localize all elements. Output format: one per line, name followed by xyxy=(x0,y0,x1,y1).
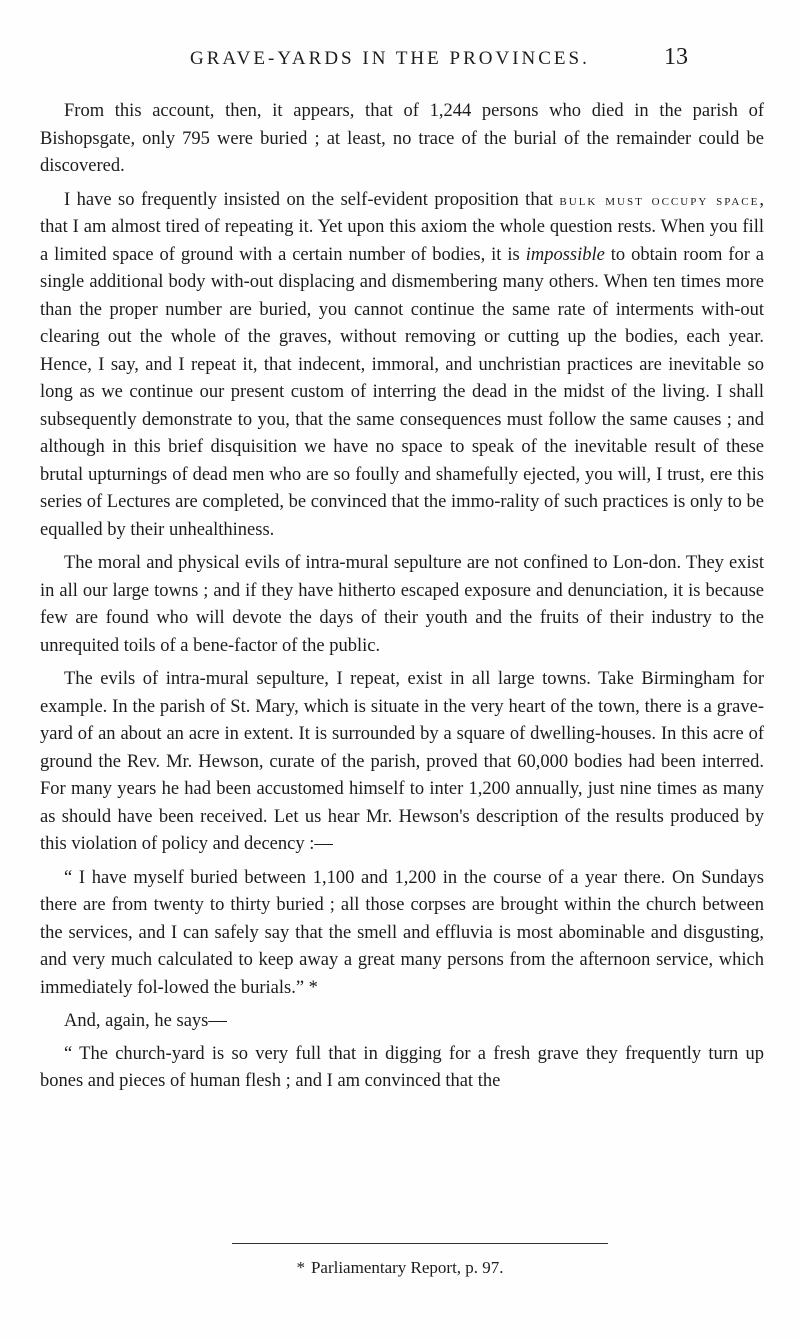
footnote-rule xyxy=(232,1243,608,1244)
page-number: 13 xyxy=(664,44,688,70)
paragraph-4: The evils of intra-mural sepulture, I repeat, exist in all large towns. Take Birmingham for example. In the parish of St. Mary, which is situate in the very heart of the town, there is a grave-yard of an about an acre in extent. It is surrounded by a square of dwelling-houses. In this acre of ground the Rev. Mr. Hewson, curate of the parish, proved that 60,000 bodies had been interred. For many years he had been accustomed himself to inter 1,200 annually, just nine times as many as should have been received. Let us hear Mr. Hewson's description of the results produced by this violation of policy and decency :— xyxy=(40,669,764,854)
paragraph-2 xyxy=(40,187,764,545)
italic-word: impossible xyxy=(525,244,605,265)
running-head xyxy=(0,44,800,78)
paragraph-2-start: I have so frequently insisted on the self-evident proposition that xyxy=(64,189,560,210)
paragraph-7-quote: “ The church-yard is so very full that in digging for a fresh grave they frequently turn up bones and pieces of human flesh ; and I am convinced that the xyxy=(40,1043,764,1091)
footnote-marker: * xyxy=(296,1258,305,1277)
footnote xyxy=(0,1258,800,1278)
running-title: GRAVE-YARDS IN THE PROVINCES. xyxy=(190,48,590,69)
paragraph-3: The moral and physical evils of intra-mural sepulture are not confined to Lon-don. They exist in all our large towns ; and if they have hitherto escaped exposure and denunciation, it is because few are found who will devote the days of their youth and the fruits of their industry to the unrequited toils of a bene-factor of the public. xyxy=(40,553,764,656)
small-caps-phrase: bulk must occupy space xyxy=(559,191,760,209)
paragraph-1: From this account, then, it appears, that of 1,244 persons who died in the parish of Bishopsgate, only 795 were buried ; at least, no trace of the burial of the remainder could be discovered. xyxy=(40,101,764,176)
paragraph-6: And, again, he says— xyxy=(64,1011,227,1031)
paragraph-2-end: to obtain room for a single additional body with-out displacing and dismembering many others. When ten times more than the proper number are buried, you cannot continue the same rate of interments with-out clearing out the whole of the graves, without removing or cutting up the bodies, each year. Hence, I say, and I repeat it, that indecent, immoral, and unchristian practices are inevitable so long as we continue our present custom of interring the dead in the midst of the living. I shall subsequently demonstrate to you, that the same consequences must follow the same causes ; and although in this brief disquisition we have no space to speak of the inevitable result of these brutal upturnings of dead men who are so foully and shamefully ejected, you will, I trust, ere this series of Lectures are completed, be convinced that the immo-rality of such practices is only to be equalled by their unhealthiness. xyxy=(40,244,765,540)
paragraph-2-mid: , that I am almost tired of repeating it. Yet upon this axiom the whole question rests. When you fill a limited space of ground with a certain number of bodies, it is xyxy=(40,189,764,265)
footnote-text: Parliamentary Report, p. 97. xyxy=(310,1258,504,1277)
body-text xyxy=(40,98,764,1102)
paragraph-5-quote: “ I have myself buried between 1,100 and 1,200 in the course of a year there. On Sundays there are from twenty to thirty buried ; all those corpses are brought within the church between the services, and I can safely say that the smell and effluvia is most abominable and disgusting, and very much calculated to keep away a great many persons from the afternoon service, which immediately fol-lowed the burials.” * xyxy=(40,867,764,998)
